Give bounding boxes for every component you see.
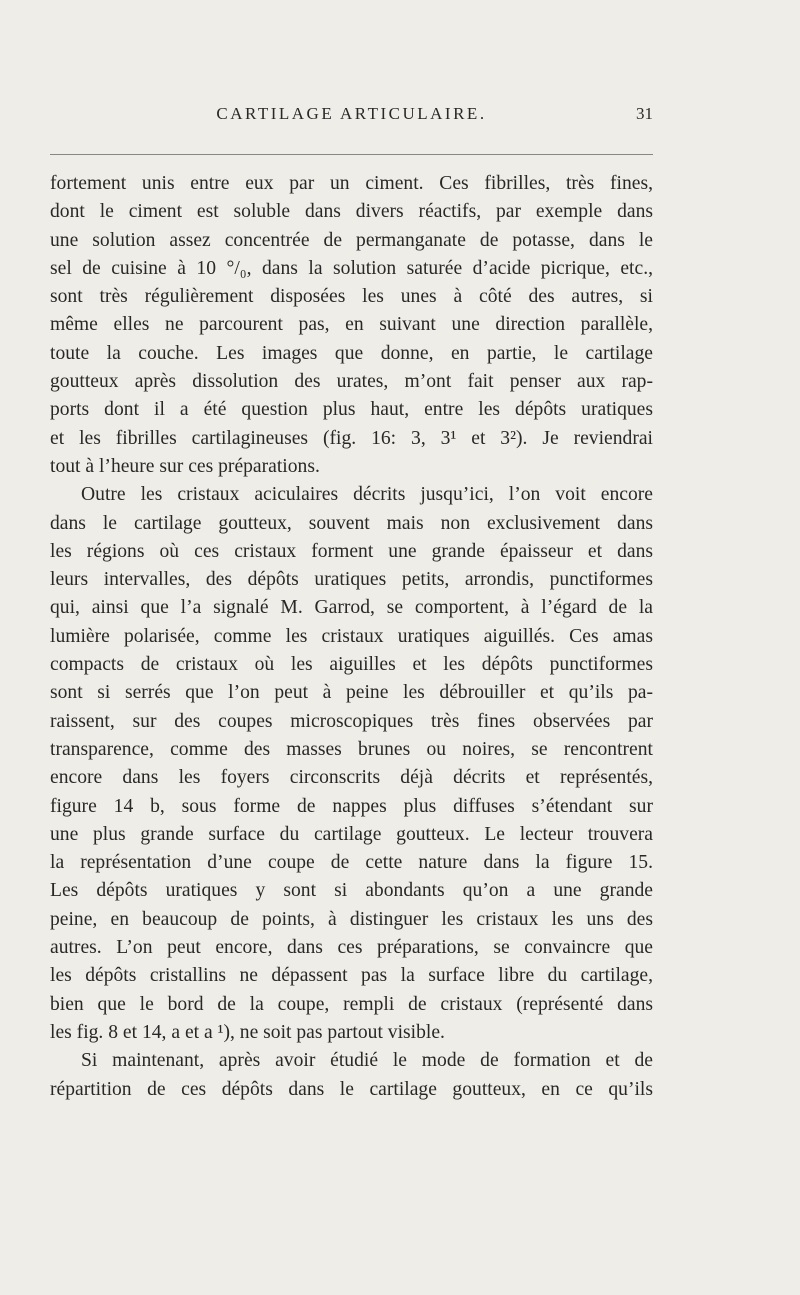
text-line: sont si serrés que l’on peut à peine les débrouiller et qu’ils pa- (50, 682, 653, 704)
text-line: transparence, comme des masses brunes ou noires, se rencontrent (50, 738, 653, 760)
text-line: une solution assez concentrée de permanganate de potasse, dans le (50, 229, 653, 251)
text-line: bien que le bord de la coupe, rempli de cristaux (représenté dans (50, 993, 653, 1015)
text-line: sel de cuisine à 10 °/₀, dans la solution saturée d’acide picrique, etc., (50, 257, 653, 279)
text-line: lumière polarisée, comme les cristaux uratiques aiguillés. Ces amas (50, 625, 653, 647)
text-line: peine, en beaucoup de points, à distinguer les cristaux les uns des (50, 908, 653, 930)
text-line: toute la couche. Les images que donne, en partie, le cartilage (50, 342, 653, 364)
text-line: tout à l’heure sur ces préparations. (50, 455, 320, 477)
text-line: compacts de cristaux où les aiguilles et les dépôts punctiformes (50, 654, 653, 676)
text-line: encore dans les foyers circonscrits déjà décrits et représentés, (50, 767, 653, 789)
text-line: leurs intervalles, des dépôts uratiques petits, arrondis, punctiformes (50, 569, 653, 591)
page-number: 31 (636, 104, 653, 123)
body-text (50, 170, 653, 1104)
text-line: autres. L’on peut encore, dans ces préparations, se convaincre que (50, 937, 653, 959)
text-line: goutteux après dissolution des urates, m’ont fait penser aux rap- (50, 371, 653, 393)
text-line: Les dépôts uratiques y sont si abondants qu’on a une grande (50, 880, 653, 902)
text-line: les fig. 8 et 14, a et a ¹), ne soit pas partout visible. (50, 1021, 445, 1043)
text-line: fortement unis entre eux par un ciment. Ces fibrilles, très fines, (50, 173, 653, 194)
text-line: Outre les cristaux aciculaires décrits jusqu’ici, l’on voit encore (81, 484, 653, 506)
text-line: figure 14 b, sous forme de nappes plus diffuses s’étendant sur (50, 795, 653, 817)
text-line: et les fibrilles cartilagineuses (fig. 16: 3, 3¹ et 3²). Je reviendrai (50, 427, 653, 449)
text-line: la représentation d’une coupe de cette nature dans la figure 15. (50, 852, 653, 874)
text-line: même elles ne parcourent pas, en suivant une direction parallèle, (50, 314, 653, 336)
running-title: CARTILAGE ARTICULAIRE. (216, 104, 487, 123)
text-line: Si maintenant, après avoir étudié le mode de formation et de (81, 1050, 653, 1072)
running-head (50, 104, 653, 128)
text-line: ports dont il a été question plus haut, entre les dépôts uratiques (50, 399, 653, 421)
text-line: dans le cartilage goutteux, souvent mais non exclusivement dans (50, 512, 653, 534)
text-line: une plus grande surface du cartilage goutteux. Le lecteur trouvera (50, 823, 653, 845)
header-rule (50, 154, 653, 155)
text-line: les dépôts cristallins ne dépassent pas la surface libre du cartilage, (50, 965, 653, 987)
text-line: dont le ciment est soluble dans divers réactifs, par exemple dans (50, 201, 653, 223)
text-line: les régions où ces cristaux forment une grande épaisseur et dans (50, 540, 653, 562)
text-line: qui, ainsi que l’a signalé M. Garrod, se comportent, à l’égard de la (50, 597, 653, 619)
text-line: raissent, sur des coupes microscopiques très fines observées par (50, 710, 653, 732)
text-line: sont très régulièrement disposées les unes à côté des autres, si (50, 286, 653, 308)
text-line: répartition de ces dépôts dans le cartilage goutteux, en ce qu’ils (50, 1078, 653, 1100)
